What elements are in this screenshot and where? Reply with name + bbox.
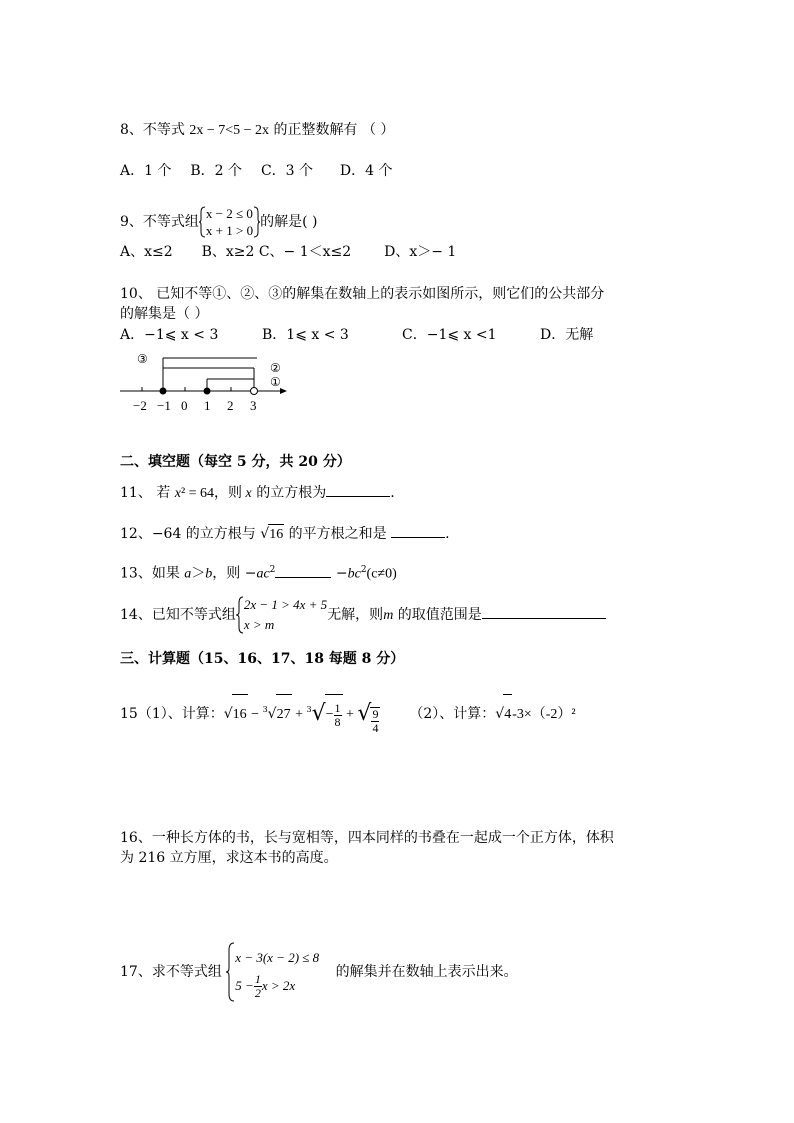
q15-t4-den: 4 — [372, 721, 379, 735]
q15-part2-text: （2）、计算： — [409, 706, 496, 722]
sqrt-icon: √ — [357, 701, 372, 726]
q13-gt: ＞ — [191, 565, 206, 582]
q17-row2-post: x > 2x — [261, 978, 296, 993]
q11-end: . — [390, 485, 395, 501]
q8-option-b[interactable]: B．2 个 — [190, 163, 243, 179]
q9-post: 的解是( ) — [260, 214, 318, 230]
q17-text: 17、求不等式组 — [120, 964, 222, 980]
q12-end: . — [445, 526, 450, 542]
q9-option-a[interactable]: A、x≤2 — [120, 244, 173, 260]
left-brace-icon — [236, 596, 244, 634]
q13-b: b — [205, 566, 213, 582]
q16-line1: 16、一种长方体的书，长与宽相等，四本同样的书叠在一起成一个正方体，体积 — [120, 830, 614, 846]
q9-row1: x − 2 ≤ 0 — [205, 206, 253, 221]
q14-post: 的取值范围是 — [393, 607, 482, 623]
left-brace-icon — [226, 942, 235, 1002]
q9-system — [199, 205, 260, 239]
q8-option-c[interactable]: C．3 个 — [260, 163, 314, 179]
left-brace-icon — [199, 206, 206, 238]
marker-1: ① — [270, 375, 281, 389]
q9-option-b[interactable]: B、x≥2 — [201, 244, 255, 260]
q9-option-d[interactable]: D、x＞− 1 — [384, 244, 457, 260]
q15-t2: 27 — [276, 694, 292, 735]
q17-system — [226, 942, 319, 1002]
q11-answer-blank[interactable] — [326, 496, 390, 497]
axis-label: 3 — [250, 398, 257, 413]
cube-root-icon: √ — [267, 706, 277, 722]
number-line-diagram — [115, 348, 290, 416]
q8-expr-end: 2x — [255, 123, 270, 138]
sqrt-icon: √ — [260, 526, 270, 542]
q11-var2: x — [245, 486, 252, 501]
q13-a: a — [184, 566, 192, 582]
q11-var: x — [174, 486, 181, 501]
axis-label: −1 — [157, 398, 171, 413]
q13-mid2: − — [331, 565, 348, 582]
q13-sq2: 2 — [360, 565, 367, 575]
axis-label: 1 — [204, 398, 211, 413]
q15-t3-num: 1 — [334, 700, 341, 715]
q14-row1: 2x − 1 > 4x + 5 — [243, 597, 328, 612]
q13-ac: ac — [256, 566, 270, 582]
q8-option-d[interactable]: D．4 个 — [339, 163, 393, 179]
q15-t5: 4 — [503, 694, 512, 735]
q14-text: 14、已知不等式组 — [120, 607, 236, 623]
q17-row2-den: 2 — [254, 985, 261, 1000]
q10-option-d[interactable]: D．无解 — [540, 327, 594, 343]
marker-2: ② — [270, 361, 281, 375]
question-15: 15（1）、计算：√16 − $^3$√27 + $^3$√ − $\frac{1}{8}$ + √ $\frac{9}{4}$ （2）、计算：√4-3×（-2）² — [120, 690, 576, 735]
q14-m: m — [383, 608, 394, 623]
sqrt-icon: √ — [223, 706, 233, 722]
q13-sq1: 2 — [269, 565, 276, 575]
q12-text: 12、−64 的立方根与 — [120, 526, 261, 542]
question-11 — [120, 483, 395, 504]
section-2-title: 二、填空题（每空 5 分，共 20 分） — [120, 454, 351, 470]
question-8 — [120, 120, 394, 141]
question-14 — [120, 595, 606, 635]
q14-mid: 无解，则 — [327, 607, 384, 623]
q14-answer-blank[interactable] — [482, 618, 606, 619]
q13-mid: ，则 − — [212, 565, 257, 582]
q10-line2: 的解集是（ ） — [120, 306, 209, 322]
q8-expr: 2x — [189, 123, 204, 138]
q10-option-a[interactable]: A．−1⩽ x < 3 — [120, 327, 219, 343]
q14-system — [236, 595, 327, 635]
q8-options — [120, 161, 393, 181]
question-13 — [120, 560, 397, 585]
q9-option-c[interactable]: C、− 1＜x≤2 — [258, 244, 352, 260]
q11-eq: ² = 64，则 — [180, 486, 246, 501]
question-17 — [120, 942, 518, 1002]
q12-answer-blank[interactable] — [391, 537, 445, 538]
q9-options — [120, 242, 456, 262]
q10-option-c[interactable]: C．−1⩽ x <1 — [402, 327, 497, 343]
q12-post: 的平方根之和是 — [284, 526, 392, 542]
axis-label: −2 — [133, 398, 147, 413]
q9-text: 9、不等式组 — [120, 214, 199, 230]
q14-row2: x > m — [243, 617, 275, 632]
q15-t4-num: 9 — [372, 707, 379, 721]
sqrt-icon: √ — [495, 706, 505, 722]
q8-text: 8、不等式 — [120, 122, 190, 138]
open-point-icon — [251, 388, 258, 395]
section-3-title: 三、计算题（15、16、17、18 每题 8 分） — [120, 651, 405, 667]
closed-point-icon — [160, 388, 167, 395]
q15-t1: 16 — [232, 694, 248, 735]
q8-expr-mid: − 7<5 − — [203, 123, 256, 138]
q17-post: 的解集并在数轴上表示出来。 — [335, 964, 518, 980]
q16-line2: 为 216 立方厘，求这本书的高度。 — [120, 850, 338, 866]
axis-label: 0 — [181, 398, 188, 413]
q13-bc: bc — [347, 566, 361, 582]
q15-part1-text: 15（1）、计算： — [120, 706, 224, 722]
q15-t5-rest: -3×（-2）² — [512, 707, 576, 722]
q17-row1: x − 3(x − 2) ≤ 8 — [235, 950, 320, 965]
question-9 — [120, 205, 317, 239]
q8-post: 的正整数解有 （ ） — [269, 122, 395, 138]
q10-option-b[interactable]: B．1⩽ x < 3 — [262, 327, 349, 343]
axis-arrow-icon — [280, 388, 287, 394]
q13-text: 13、如果 — [120, 565, 185, 582]
axis-label: 2 — [227, 398, 234, 413]
q10-line1: 10、 已知不等①、②、③的解集在数轴上的表示如图所示，则它们的公共部分 — [120, 286, 605, 302]
q12-radicand: 16 — [268, 524, 284, 545]
marker-3: ③ — [137, 352, 148, 366]
q8-option-a[interactable]: A．1 个 — [120, 163, 172, 179]
q17-row2-pre: 5 − — [235, 978, 254, 993]
q13-answer-blank[interactable] — [275, 577, 331, 578]
question-12 — [120, 524, 450, 545]
q11-text: 11、 若 — [120, 485, 175, 501]
cube-root-icon: √ — [311, 701, 326, 726]
q15-t3-den: 8 — [334, 714, 341, 729]
q17-row2-num: 1 — [254, 971, 261, 986]
q11-post: 的立方根为 — [251, 485, 327, 501]
q13-cond: (c≠0) — [366, 566, 397, 582]
q9-row2: x + 1 > 0 — [205, 223, 254, 238]
closed-point-icon — [204, 388, 211, 395]
